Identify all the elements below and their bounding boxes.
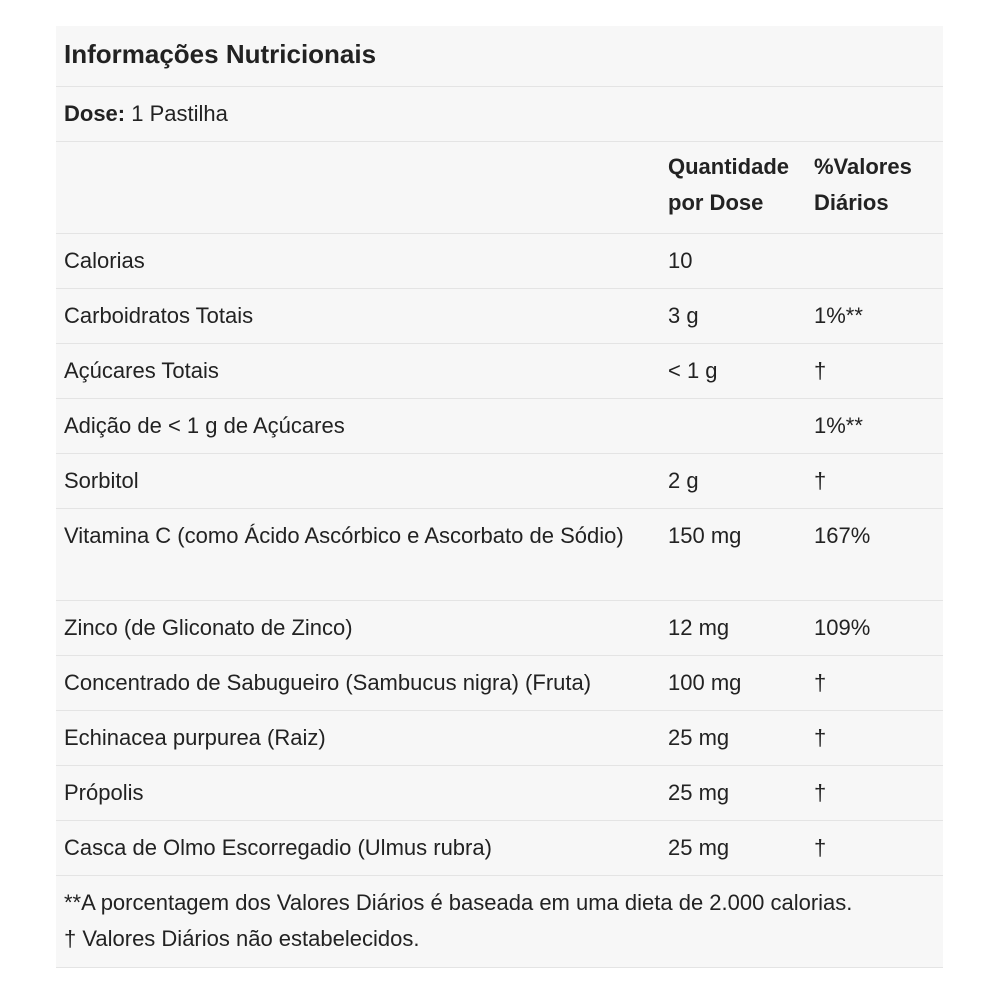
header-dv-line2: Diários [814, 190, 889, 215]
nutrient-daily-value: † [814, 358, 827, 383]
table-header-row [56, 142, 943, 234]
dose-value: 1 Pastilha [131, 101, 228, 126]
nutrient-amount: 3 g [668, 303, 699, 328]
nutrient-daily-value: † [814, 670, 827, 695]
nutrient-name: Echinacea purpurea (Raiz) [64, 725, 326, 750]
footnotes [56, 876, 943, 968]
nutrient-amount: 25 mg [668, 780, 730, 805]
table-row [56, 711, 943, 766]
table-row [56, 344, 943, 399]
nutrient-daily-value: 109% [814, 615, 871, 640]
nutrition-facts-table [56, 26, 943, 968]
nutrient-name: Própolis [64, 780, 144, 805]
nutrient-name: Concentrado de Sabugueiro (Sambucus nigra) (Fruta) [64, 670, 592, 695]
table-row [56, 454, 943, 509]
nutrient-name: Adição de < 1 g de Açúcares [64, 413, 345, 438]
footnote-not-established: † Valores Diários não estabelecidos. [64, 926, 420, 951]
dose-label: Dose: [64, 101, 126, 126]
nutrient-amount: 25 mg [668, 725, 730, 750]
nutrient-name: Vitamina C (como Ácido Ascórbico e Ascorbato de Sódio) [64, 523, 624, 548]
nutrient-daily-value: † [814, 468, 827, 493]
nutrient-amount: 10 [668, 248, 693, 273]
table-row [56, 821, 943, 876]
nutrient-daily-value: 1%** [814, 413, 863, 438]
nutrient-amount: 25 mg [668, 835, 730, 860]
nutrient-amount: < 1 g [668, 358, 718, 383]
nutrient-daily-value: † [814, 725, 827, 750]
nutrient-amount: 2 g [668, 468, 699, 493]
table-row [56, 766, 943, 821]
nutrient-daily-value: † [814, 835, 827, 860]
table-row [56, 289, 943, 344]
header-amount [668, 149, 814, 221]
nutrient-name: Carboidratos Totais [64, 303, 254, 328]
nutrient-name: Casca de Olmo Escorregadio (Ulmus rubra) [64, 835, 492, 860]
nutrient-daily-value: 1%** [814, 303, 863, 328]
nutrient-name: Calorias [64, 248, 145, 273]
nutrient-daily-value: † [814, 780, 827, 805]
page-title: Informações Nutricionais [64, 39, 377, 69]
nutrient-name: Açúcares Totais [64, 358, 219, 383]
table-row [56, 399, 943, 454]
header-amount-line2: por Dose [668, 190, 764, 215]
header-dv-line1: %Valores [814, 154, 912, 179]
nutrient-daily-value: 167% [814, 523, 871, 548]
footnote-daily-value-basis: **A porcentagem dos Valores Diários é baseada em uma dieta de 2.000 calorias. [64, 890, 853, 915]
header-daily-value [814, 149, 943, 221]
header-amount-line1: Quantidade [668, 154, 790, 179]
nutrient-amount: 100 mg [668, 670, 742, 695]
table-row [56, 509, 943, 601]
nutrient-name: Sorbitol [64, 468, 139, 493]
table-row [56, 656, 943, 711]
nutrient-name: Zinco (de Gliconato de Zinco) [64, 615, 353, 640]
dose-row [56, 87, 943, 142]
table-row [56, 234, 943, 289]
nutrient-amount: 150 mg [668, 523, 742, 548]
title-row [56, 26, 943, 87]
nutrient-amount: 12 mg [668, 615, 730, 640]
table-row [56, 601, 943, 656]
